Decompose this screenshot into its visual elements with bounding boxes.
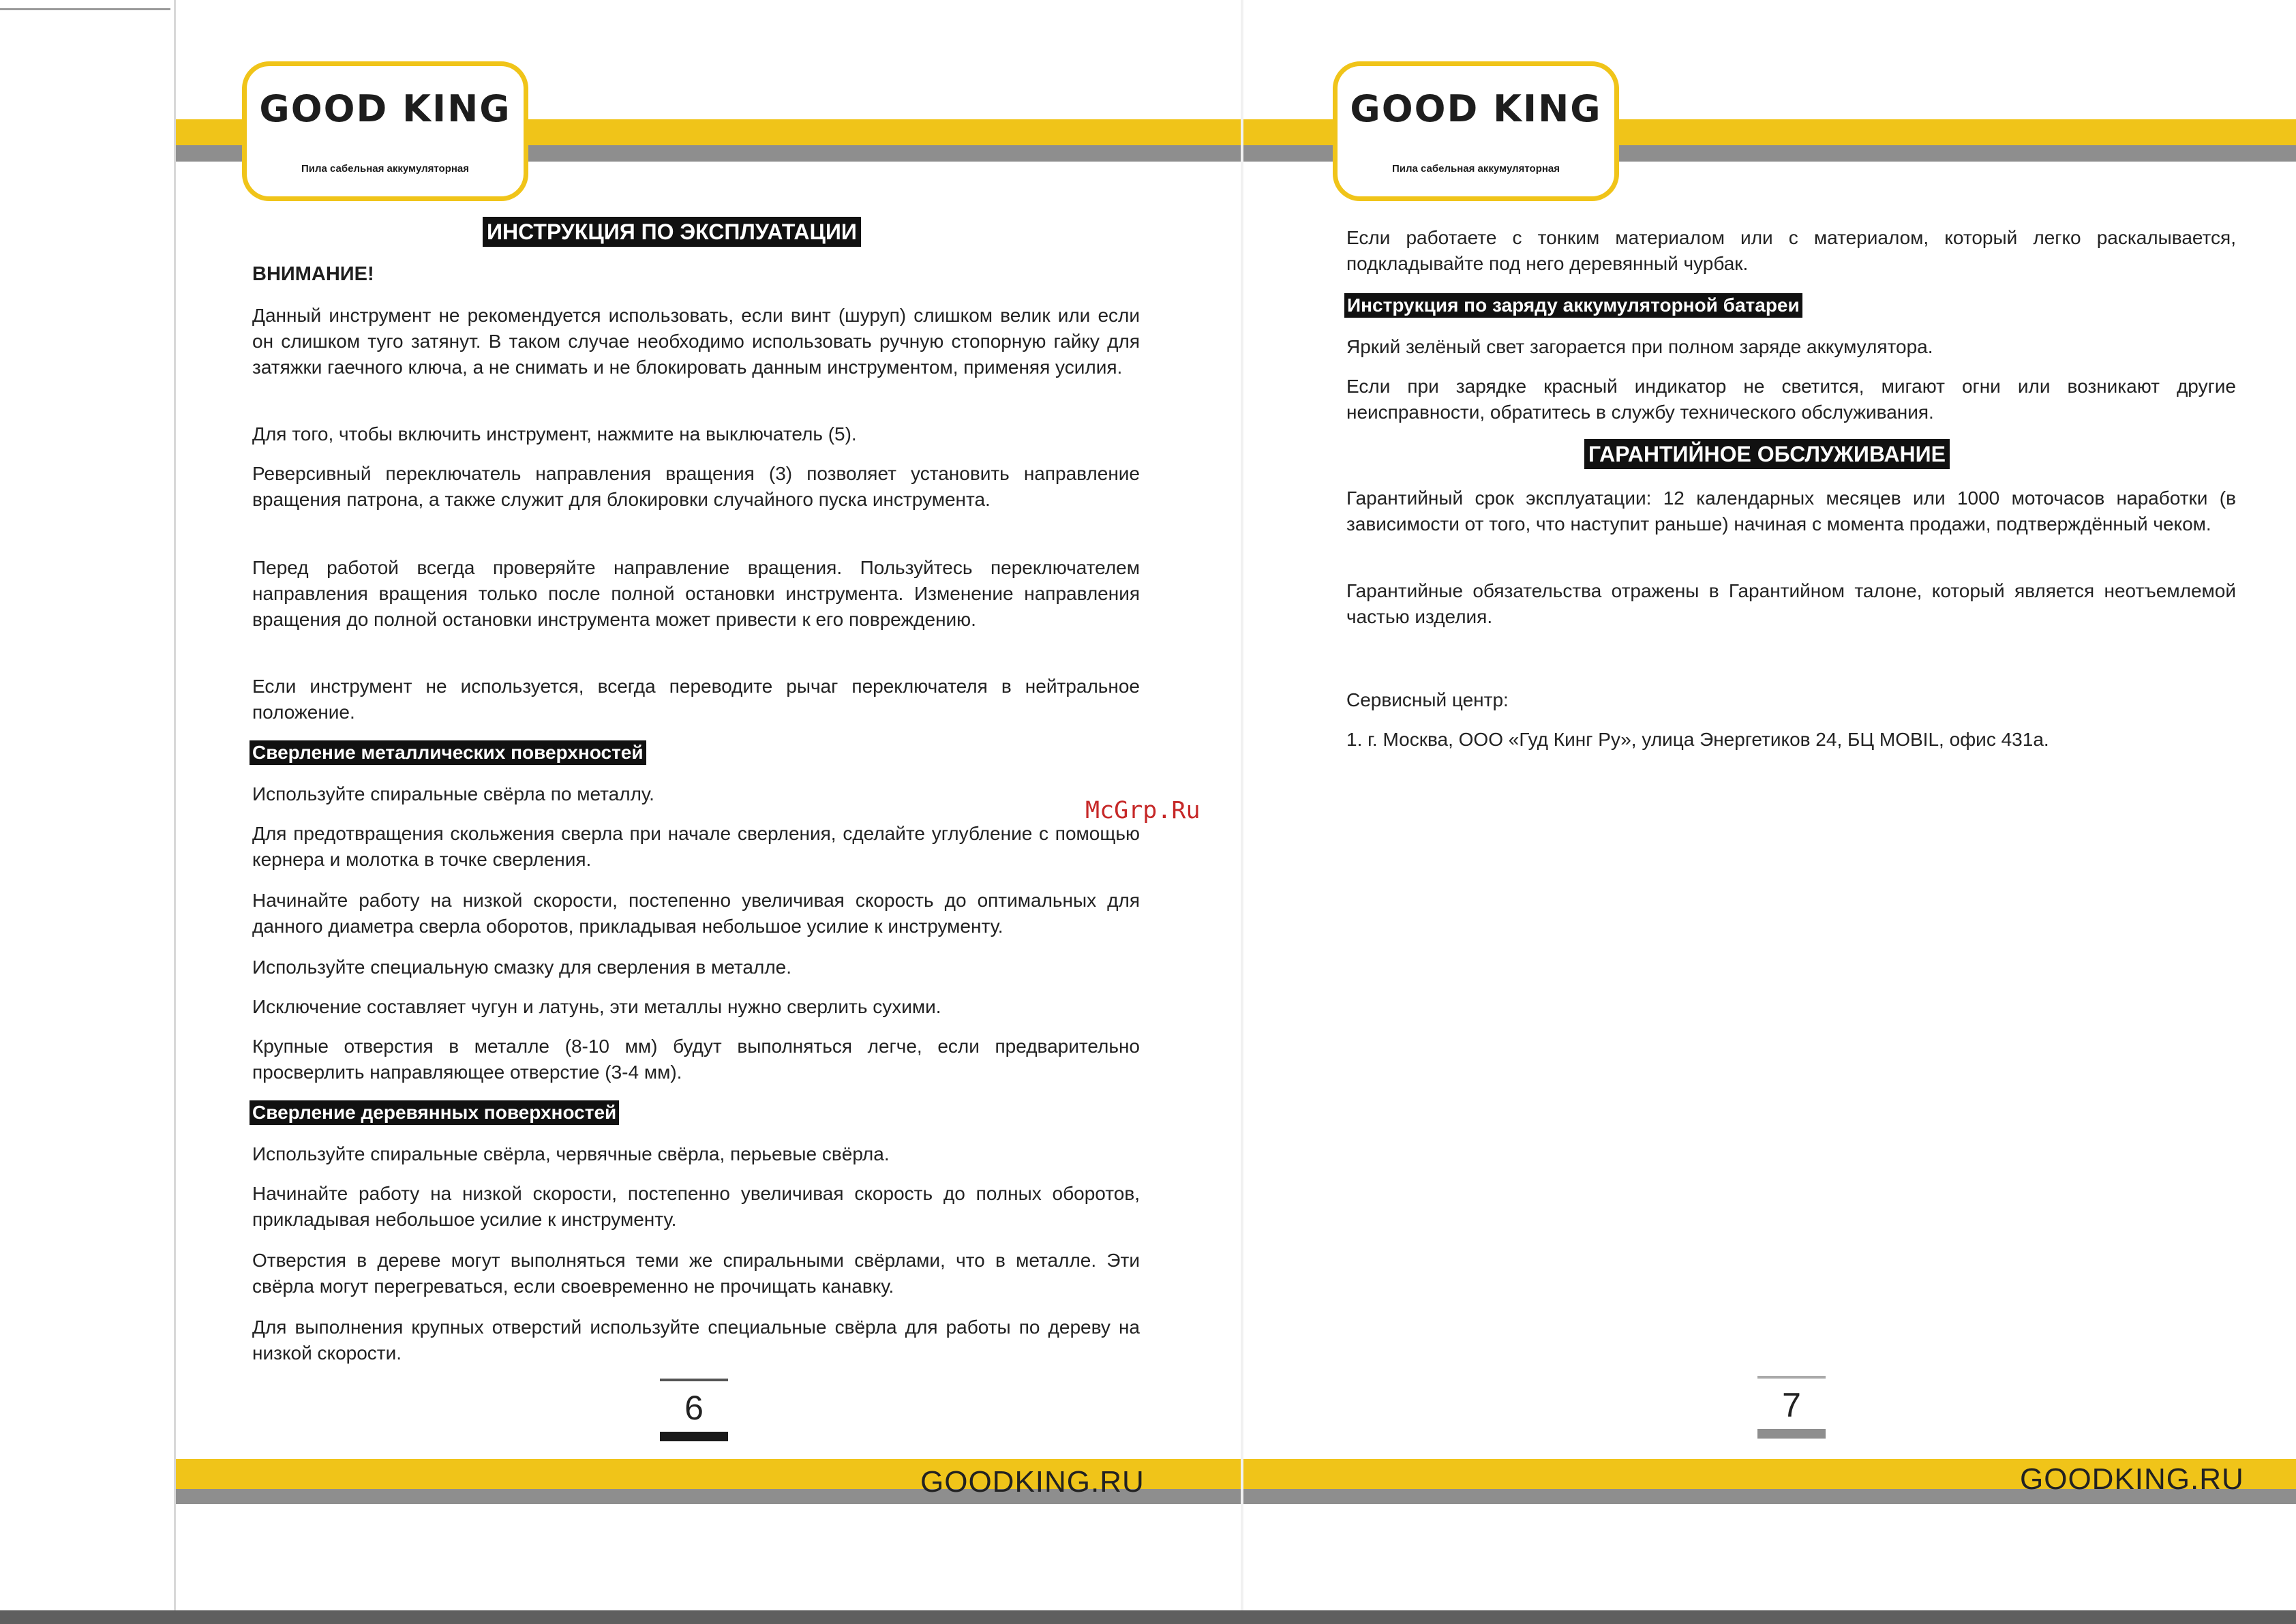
watermark-text: McGrp.Ru: [1085, 797, 1200, 824]
page-number: 7: [1782, 1386, 1801, 1424]
metal-paragraph-2: Для предотвращения скольжения сверла при начале сверления, сделайте углубление с помощью кернера и молотка в точке сверления.: [252, 823, 1140, 870]
scan-edge-top: [0, 8, 170, 10]
logo-subtitle: Пила сабельная аккумуляторная: [301, 163, 470, 175]
page-number-top-rule: [660, 1379, 728, 1381]
page-title: ИНСТРУКЦИЯ ПО ЭКСПЛУАТАЦИИ: [483, 217, 861, 247]
logo-text: GOOD KING: [1350, 87, 1602, 130]
intro-paragraph-5: Если инструмент не используется, всегда переводите рычаг переключателя в нейтральное положение.: [252, 676, 1140, 723]
intro-paragraph-4: Перед работой всегда проверяйте направление вращения. Пользуйтесь переключателем направления вращения только после полной остановки инструмента. Изменение направления вращения до полной остановки инструмента может привести к его повреждению.: [252, 557, 1140, 630]
service-center-address: 1. г. Москва, ООО «Гуд Кинг Ру», улица Энергетиков 24, БЦ MOBIL, офис 431а.: [1346, 729, 2049, 750]
scan-edge: [174, 0, 176, 1624]
logo-wordmark: [247, 87, 524, 130]
scan-bottom-edge: [0, 1610, 2296, 1624]
battery-section-heading: Инструкция по заряду аккумуляторной батареи: [1344, 293, 1802, 318]
warning-heading: ВНИМАНИЕ!: [252, 263, 374, 285]
intro-paragraph-1: Данный инструмент не рекомендуется использовать, если винт (шуруп) слишком велик или если он слишком туго затянут. В таком случае необходимо использовать ручную стопорную гайку для затяжки гаечного ключа, а не снимать и не блокировать данным инструментом, применяя усилия.: [252, 305, 1140, 378]
wood-paragraph-4: Для выполнения крупных отверстий используйте специальные свёрла для работы по дереву на низкой скорости.: [252, 1317, 1140, 1364]
page-number-bottom-bar: [1757, 1429, 1826, 1439]
page-number-top-rule: [1757, 1376, 1826, 1379]
brand-logo-right: [1333, 61, 1619, 201]
wood-paragraph-2: Начинайте работу на низкой скорости, постепенно увеличивая скорость до полных оборотов, прикладывая небольшое усилие к инструменту.: [252, 1183, 1140, 1230]
wood-paragraph-3: Отверстия в дереве могут выполняться теми же спиральными свёрлами, что в металле. Эти свёрла могут перегреваться, если своевременно не прочищать канавку.: [252, 1250, 1140, 1297]
warranty-paragraph-2: Гарантийные обязательства отражены в Гарантийном талоне, который является неотъемлемой частью изделия.: [1346, 580, 2236, 627]
wood-paragraph-1: Используйте спиральные свёрла, червячные свёрла, перьевые свёрла.: [252, 1143, 890, 1164]
logo-text: GOOD KING: [259, 87, 511, 130]
brand-logo-left: [242, 61, 528, 201]
intro-paragraph-3: Реверсивный переключатель направления вращения (3) позволяет установить направление вращения патрона, а также служит для блокировки случайного пуска инструмента.: [252, 463, 1140, 510]
warranty-paragraph-1: Гарантийный срок эксплуатации: 12 календарных месяцев или 1000 моточасов наработки (в зависимости от того, что наступит раньше) начиная с момента продажи, подтверждённый чеком.: [1346, 487, 2236, 535]
metal-paragraph-5: Исключение составляет чугун и латунь, эти металлы нужно сверлить сухими.: [252, 996, 941, 1017]
logo-wordmark: [1338, 87, 1614, 130]
battery-paragraph-1: Яркий зелёный свет загорается при полном заряде аккумулятора.: [1346, 336, 1933, 357]
right-intro-paragraph: Если работаете с тонким материалом или с материалом, который легко раскалывается, подкладывайте под него деревянный чурбак.: [1346, 227, 2236, 274]
metal-paragraph-3: Начинайте работу на низкой скорости, постепенно увеличивая скорость до оптимальных для данного диаметра сверла оборотов, прикладывая небольшое усилие к инструменту.: [252, 890, 1140, 937]
logo-subtitle: Пила сабельная аккумуляторная: [1391, 163, 1560, 175]
metal-paragraph-1: Используйте спиральные свёрла по металлу.: [252, 783, 654, 805]
warranty-title: ГАРАНТИЙНОЕ ОБСЛУЖИВАНИЕ: [1584, 439, 1950, 469]
service-center-label: Сервисный центр:: [1346, 689, 1509, 710]
intro-paragraph-2: Для того, чтобы включить инструмент, нажмите на выключатель (5).: [252, 423, 857, 445]
battery-paragraph-2: Если при зарядке красный индикатор не светится, мигают огни или возникают другие неисправности, обратитесь в службу технического обслуживания.: [1346, 376, 2236, 423]
metal-paragraph-6: Крупные отверстия в металле (8-10 мм) будут выполняться легче, если предварительно просверлить направляющее отверстие (3-4 мм).: [252, 1036, 1140, 1083]
page-number: 6: [684, 1389, 704, 1427]
footer-site-link[interactable]: GOODKING.RU: [920, 1465, 1145, 1499]
wood-section-heading: Сверление деревянных поверхностей: [250, 1100, 619, 1125]
page-number-bottom-bar: [660, 1432, 728, 1441]
page-fold: [1241, 0, 1243, 1624]
footer-site-link[interactable]: GOODKING.RU: [2020, 1462, 2244, 1496]
metal-section-heading: Сверление металлических поверхностей: [250, 740, 646, 765]
right-page: [1241, 0, 2296, 1624]
metal-paragraph-4: Используйте специальную смазку для сверления в металле.: [252, 957, 792, 978]
